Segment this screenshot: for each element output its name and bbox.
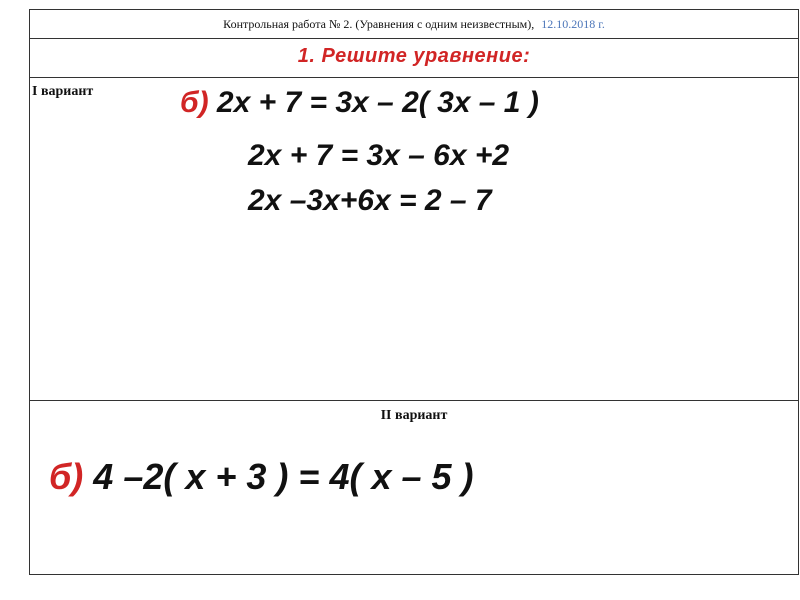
variant-1-step-1: 2x + 7 = 3x – 6x +2 <box>248 139 510 172</box>
header-row <box>30 10 798 39</box>
variant-1-equation-text: 2x + 7 = 3x – 2( 3x – 1 ) <box>216 86 539 119</box>
task-title: 1. Решите уравнение: <box>297 45 531 67</box>
variant-2-label: II вариант <box>380 408 448 423</box>
variant-2-marker: б) <box>49 456 84 497</box>
variant-2-section <box>30 401 798 575</box>
worksheet-header <box>30 17 798 32</box>
worksheet-table <box>29 9 799 575</box>
header-date: 12.10.2018 г. <box>541 17 605 31</box>
header-title: Контрольная работа № 2. (Уравнения с одним неизвестным), <box>223 17 535 31</box>
variant-2-equation-text: 4 –2( x + 3 ) = 4( x – 5 ) <box>93 456 474 497</box>
variant-1-section <box>30 78 798 401</box>
task-row <box>30 39 798 78</box>
variant-1-marker: б) <box>180 86 209 119</box>
variant-2-equation <box>49 456 474 498</box>
variant-1-equation <box>180 86 539 120</box>
variant-1-step-2: 2x –3x+6x = 2 – 7 <box>248 184 492 217</box>
variant-1-label: I вариант <box>32 84 94 99</box>
